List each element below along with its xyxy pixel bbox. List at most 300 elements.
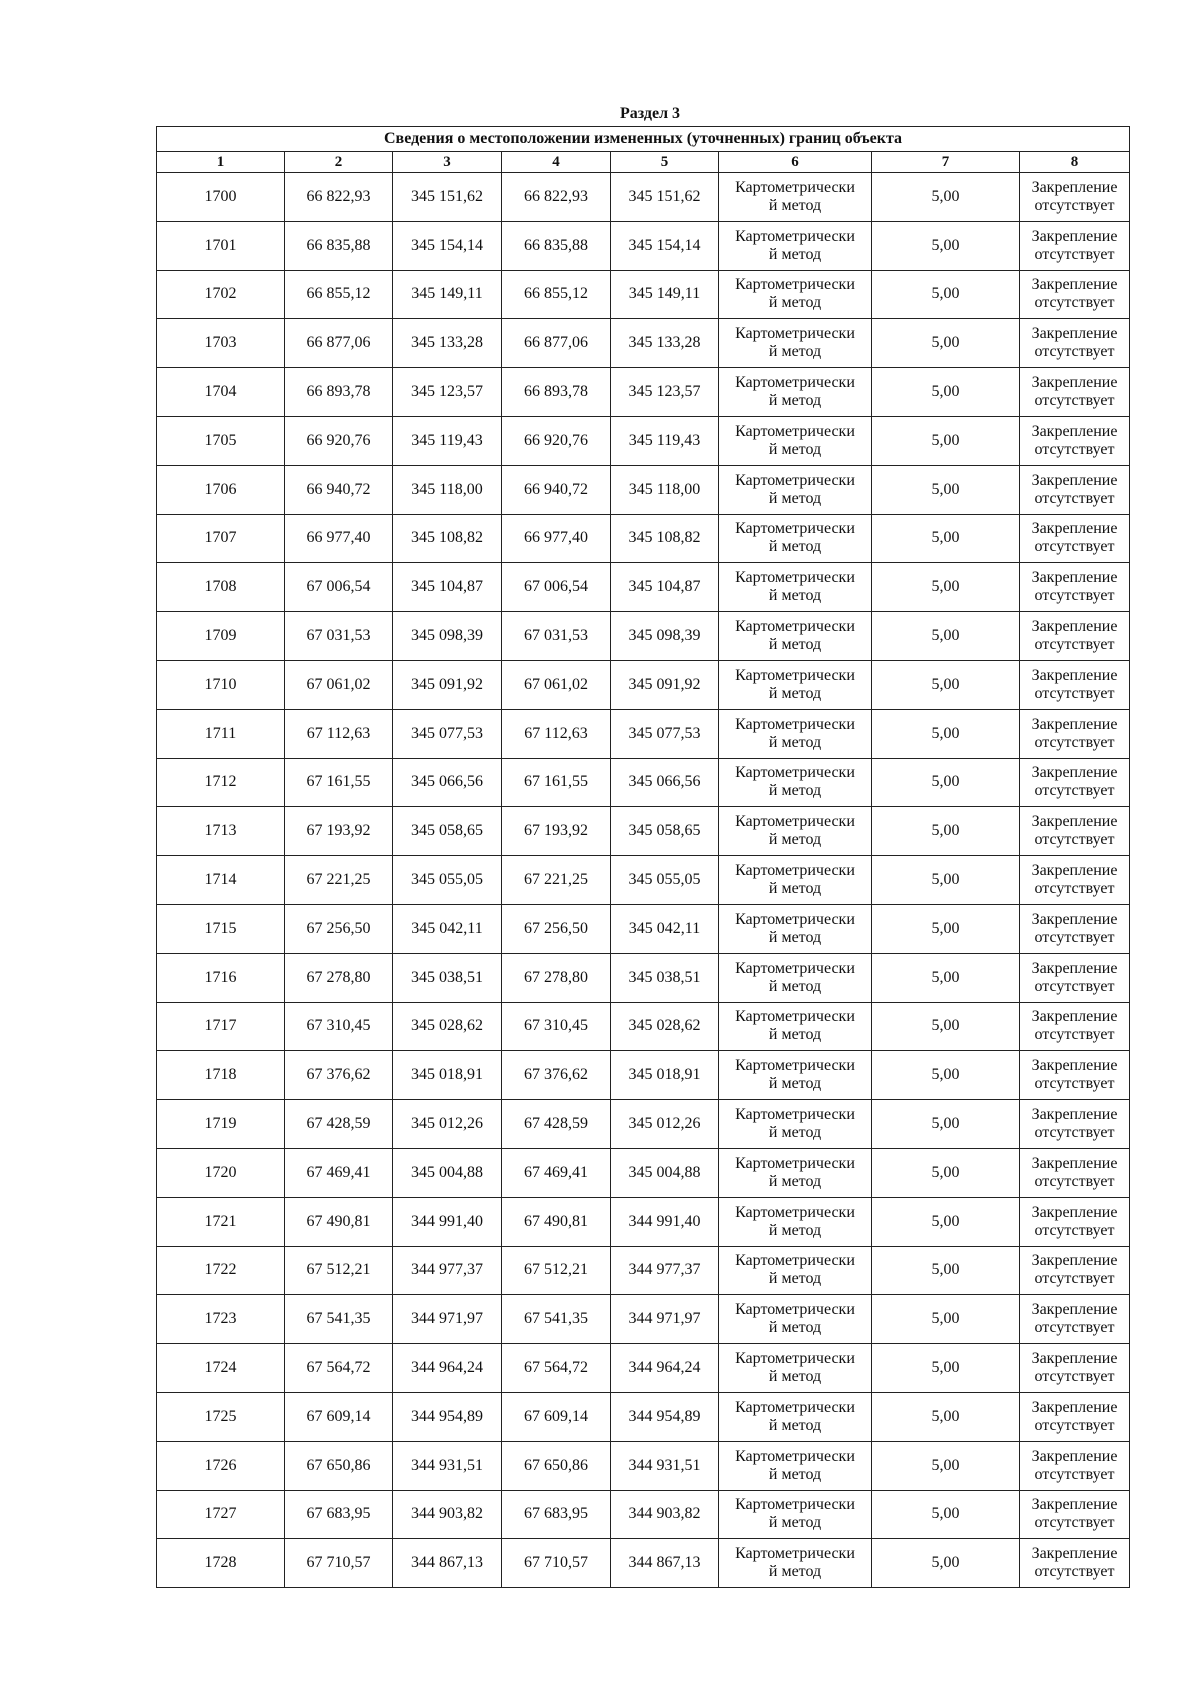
y-new-cell: 345 077,53 [611, 709, 719, 758]
x-new-cell: 66 920,76 [502, 416, 611, 465]
y-existing-cell: 345 133,28 [393, 319, 502, 368]
x-existing-cell: 66 940,72 [285, 465, 393, 514]
accuracy-cell: 5,00 [872, 660, 1020, 709]
x-new-cell: 66 877,06 [502, 319, 611, 368]
method-text-line1: Картометрически [735, 422, 855, 440]
y-existing-cell: 345 119,43 [393, 416, 502, 465]
x-existing-cell: 67 564,72 [285, 1344, 393, 1393]
x-new-cell: 66 977,40 [502, 514, 611, 563]
fixing-cell [1020, 221, 1130, 270]
y-existing-cell: 345 038,51 [393, 953, 502, 1002]
y-new-cell: 344 931,51 [611, 1441, 719, 1490]
fixing-cell [1020, 807, 1130, 856]
accuracy-cell: 5,00 [872, 1295, 1020, 1344]
x-existing-cell: 67 541,35 [285, 1295, 393, 1344]
x-new-cell: 67 061,02 [502, 660, 611, 709]
method-cell [719, 416, 872, 465]
table-row [157, 1441, 1130, 1490]
method-cell [719, 368, 872, 417]
fixing-cell [1020, 1100, 1130, 1149]
y-existing-cell: 345 108,82 [393, 514, 502, 563]
fixing-text-line2: отсутствует [1034, 782, 1115, 800]
fixing-cell [1020, 465, 1130, 514]
column-number: 3 [393, 152, 502, 173]
fixing-cell [1020, 1197, 1130, 1246]
accuracy-cell: 5,00 [872, 563, 1020, 612]
fixing-text-line1: Закрепление [1031, 422, 1118, 440]
x-existing-cell: 67 161,55 [285, 758, 393, 807]
x-existing-cell: 66 920,76 [285, 416, 393, 465]
accuracy-cell: 5,00 [872, 319, 1020, 368]
method-cell [719, 660, 872, 709]
accuracy-cell: 5,00 [872, 807, 1020, 856]
method-text-line1: Картометрически [735, 813, 855, 831]
method-text-line2: й метод [768, 928, 822, 946]
x-new-cell: 67 031,53 [502, 612, 611, 661]
fixing-text-line1: Закрепление [1031, 471, 1118, 489]
x-new-cell: 67 469,41 [502, 1148, 611, 1197]
fixing-text-line2: отсутствует [1034, 1124, 1115, 1142]
y-new-cell: 344 964,24 [611, 1344, 719, 1393]
y-new-cell: 345 066,56 [611, 758, 719, 807]
y-existing-cell: 344 903,82 [393, 1490, 502, 1539]
y-new-cell: 345 058,65 [611, 807, 719, 856]
fixing-text-line1: Закрепление [1031, 374, 1118, 392]
table-row [157, 709, 1130, 758]
fixing-cell [1020, 1392, 1130, 1441]
x-new-cell: 67 428,59 [502, 1100, 611, 1149]
method-text-line1: Картометрически [735, 325, 855, 343]
method-text-line2: й метод [768, 880, 822, 898]
fixing-text-line1: Закрепление [1031, 1447, 1118, 1465]
accuracy-cell: 5,00 [872, 270, 1020, 319]
accuracy-cell: 5,00 [872, 416, 1020, 465]
method-text-line2: й метод [768, 1026, 822, 1044]
fixing-cell [1020, 563, 1130, 612]
y-new-cell: 345 004,88 [611, 1148, 719, 1197]
fixing-text-line1: Закрепление [1031, 569, 1118, 587]
point-number-cell: 1710 [157, 660, 285, 709]
method-text-line1: Картометрически [735, 1350, 855, 1368]
point-number-cell: 1708 [157, 563, 285, 612]
x-new-cell: 66 822,93 [502, 173, 611, 222]
y-new-cell: 344 977,37 [611, 1246, 719, 1295]
point-number-cell: 1722 [157, 1246, 285, 1295]
y-existing-cell: 345 066,56 [393, 758, 502, 807]
y-existing-cell: 345 098,39 [393, 612, 502, 661]
x-existing-cell: 67 650,86 [285, 1441, 393, 1490]
point-number-cell: 1700 [157, 173, 285, 222]
y-existing-cell: 345 118,00 [393, 465, 502, 514]
x-new-cell: 67 256,50 [502, 904, 611, 953]
fixing-text-line1: Закрепление [1031, 1398, 1118, 1416]
method-text-line2: й метод [768, 245, 822, 263]
fixing-text-line1: Закрепление [1031, 1545, 1118, 1563]
table-row [157, 221, 1130, 270]
table-row [157, 514, 1130, 563]
table-row [157, 173, 1130, 222]
fixing-text-line1: Закрепление [1031, 276, 1118, 294]
method-text-line1: Картометрически [735, 471, 855, 489]
y-new-cell: 345 154,14 [611, 221, 719, 270]
method-cell [719, 1246, 872, 1295]
table-row [157, 368, 1130, 417]
fixing-text-line1: Закрепление [1031, 178, 1118, 196]
table-row [157, 1148, 1130, 1197]
x-new-cell: 67 490,81 [502, 1197, 611, 1246]
table-row [157, 1197, 1130, 1246]
method-text-line1: Картометрически [735, 227, 855, 245]
method-text-line1: Картометрически [735, 715, 855, 733]
x-new-cell: 67 193,92 [502, 807, 611, 856]
accuracy-cell: 5,00 [872, 953, 1020, 1002]
y-new-cell: 344 954,89 [611, 1392, 719, 1441]
y-existing-cell: 345 149,11 [393, 270, 502, 319]
column-number: 6 [719, 152, 872, 173]
fixing-text-line2: отсутствует [1034, 1368, 1115, 1386]
method-text-line2: й метод [768, 1221, 822, 1239]
y-new-cell: 345 091,92 [611, 660, 719, 709]
x-existing-cell: 67 006,54 [285, 563, 393, 612]
method-cell [719, 709, 872, 758]
y-existing-cell: 344 954,89 [393, 1392, 502, 1441]
fixing-text-line2: отсутствует [1034, 1514, 1115, 1532]
fixing-cell [1020, 904, 1130, 953]
table-row [157, 953, 1130, 1002]
y-existing-cell: 345 091,92 [393, 660, 502, 709]
method-text-line1: Картометрически [735, 910, 855, 928]
method-text-line1: Картометрически [735, 374, 855, 392]
method-cell [719, 1490, 872, 1539]
method-cell [719, 953, 872, 1002]
x-existing-cell: 67 376,62 [285, 1051, 393, 1100]
x-existing-cell: 66 877,06 [285, 319, 393, 368]
accuracy-cell: 5,00 [872, 1490, 1020, 1539]
fixing-cell [1020, 173, 1130, 222]
fixing-text-line2: отсутствует [1034, 1465, 1115, 1483]
point-number-cell: 1716 [157, 953, 285, 1002]
point-number-cell: 1717 [157, 1002, 285, 1051]
x-new-cell: 67 564,72 [502, 1344, 611, 1393]
y-new-cell: 345 133,28 [611, 319, 719, 368]
x-existing-cell: 67 710,57 [285, 1539, 393, 1588]
x-new-cell: 67 512,21 [502, 1246, 611, 1295]
y-existing-cell: 344 991,40 [393, 1197, 502, 1246]
fixing-cell [1020, 1246, 1130, 1295]
fixing-cell [1020, 660, 1130, 709]
method-cell [719, 1392, 872, 1441]
point-number-cell: 1719 [157, 1100, 285, 1149]
y-new-cell: 344 991,40 [611, 1197, 719, 1246]
method-text-line1: Картометрически [735, 569, 855, 587]
table-row [157, 270, 1130, 319]
method-text-line2: й метод [768, 977, 822, 995]
method-text-line2: й метод [768, 196, 822, 214]
method-text-line2: й метод [768, 1270, 822, 1288]
point-number-cell: 1713 [157, 807, 285, 856]
method-text-line2: й метод [768, 1368, 822, 1386]
method-text-line1: Картометрически [735, 1252, 855, 1270]
accuracy-cell: 5,00 [872, 1100, 1020, 1149]
point-number-cell: 1718 [157, 1051, 285, 1100]
fixing-cell [1020, 1295, 1130, 1344]
point-number-cell: 1723 [157, 1295, 285, 1344]
fixing-text-line1: Закрепление [1031, 618, 1118, 636]
fixing-text-line2: отсутствует [1034, 831, 1115, 849]
fixing-cell [1020, 709, 1130, 758]
fixing-text-line1: Закрепление [1031, 862, 1118, 880]
table-row [157, 1392, 1130, 1441]
table-row [157, 1051, 1130, 1100]
y-existing-cell: 345 058,65 [393, 807, 502, 856]
y-existing-cell: 345 012,26 [393, 1100, 502, 1149]
point-number-cell: 1725 [157, 1392, 285, 1441]
x-existing-cell: 67 221,25 [285, 856, 393, 905]
accuracy-cell: 5,00 [872, 1392, 1020, 1441]
method-cell [719, 1100, 872, 1149]
method-cell [719, 856, 872, 905]
table-row [157, 563, 1130, 612]
x-existing-cell: 66 835,88 [285, 221, 393, 270]
fixing-text-line2: отсутствует [1034, 1416, 1115, 1434]
point-number-cell: 1707 [157, 514, 285, 563]
y-new-cell: 345 104,87 [611, 563, 719, 612]
y-existing-cell: 345 077,53 [393, 709, 502, 758]
fixing-text-line2: отсутствует [1034, 880, 1115, 898]
y-new-cell: 344 867,13 [611, 1539, 719, 1588]
method-text-line1: Картометрически [735, 1398, 855, 1416]
fixing-text-line1: Закрепление [1031, 959, 1118, 977]
fixing-cell [1020, 953, 1130, 1002]
column-number: 5 [611, 152, 719, 173]
method-text-line2: й метод [768, 733, 822, 751]
method-cell [719, 904, 872, 953]
fixing-text-line2: отсутствует [1034, 245, 1115, 263]
accuracy-cell: 5,00 [872, 1344, 1020, 1393]
accuracy-cell: 5,00 [872, 1148, 1020, 1197]
x-existing-cell: 67 278,80 [285, 953, 393, 1002]
fixing-text-line1: Закрепление [1031, 666, 1118, 684]
accuracy-cell: 5,00 [872, 612, 1020, 661]
fixing-text-line1: Закрепление [1031, 1496, 1118, 1514]
fixing-text-line2: отсутствует [1034, 636, 1115, 654]
point-number-cell: 1724 [157, 1344, 285, 1393]
fixing-text-line2: отсутствует [1034, 1221, 1115, 1239]
x-new-cell: 67 006,54 [502, 563, 611, 612]
fixing-text-line1: Закрепление [1031, 325, 1118, 343]
x-new-cell: 66 855,12 [502, 270, 611, 319]
y-existing-cell: 344 971,97 [393, 1295, 502, 1344]
table-row [157, 1002, 1130, 1051]
x-existing-cell: 67 256,50 [285, 904, 393, 953]
method-text-line1: Картометрически [735, 1301, 855, 1319]
fixing-text-line2: отсутствует [1034, 733, 1115, 751]
fixing-cell [1020, 1344, 1130, 1393]
method-text-line2: й метод [768, 587, 822, 605]
x-existing-cell: 66 977,40 [285, 514, 393, 563]
y-new-cell: 345 028,62 [611, 1002, 719, 1051]
method-text-line2: й метод [768, 440, 822, 458]
x-existing-cell: 67 469,41 [285, 1148, 393, 1197]
method-text-line1: Картометрически [735, 1008, 855, 1026]
y-existing-cell: 344 977,37 [393, 1246, 502, 1295]
method-text-line2: й метод [768, 831, 822, 849]
x-existing-cell: 66 855,12 [285, 270, 393, 319]
accuracy-cell: 5,00 [872, 856, 1020, 905]
fixing-text-line2: отсутствует [1034, 1172, 1115, 1190]
y-existing-cell: 345 154,14 [393, 221, 502, 270]
method-text-line1: Картометрически [735, 520, 855, 538]
point-number-cell: 1720 [157, 1148, 285, 1197]
method-text-line2: й метод [768, 1172, 822, 1190]
method-text-line1: Картометрически [735, 1154, 855, 1172]
x-existing-cell: 66 893,78 [285, 368, 393, 417]
y-new-cell: 345 012,26 [611, 1100, 719, 1149]
y-existing-cell: 345 151,62 [393, 173, 502, 222]
fixing-text-line2: отсутствует [1034, 294, 1115, 312]
point-number-cell: 1727 [157, 1490, 285, 1539]
table-row [157, 1100, 1130, 1149]
method-text-line2: й метод [768, 1124, 822, 1142]
fixing-text-line2: отсутствует [1034, 587, 1115, 605]
point-number-cell: 1704 [157, 368, 285, 417]
y-new-cell: 345 098,39 [611, 612, 719, 661]
table-row [157, 1246, 1130, 1295]
accuracy-cell: 5,00 [872, 465, 1020, 514]
method-cell [719, 1539, 872, 1588]
point-number-cell: 1726 [157, 1441, 285, 1490]
fixing-text-line1: Закрепление [1031, 1301, 1118, 1319]
method-cell [719, 465, 872, 514]
fixing-cell [1020, 1539, 1130, 1588]
x-new-cell: 66 893,78 [502, 368, 611, 417]
x-new-cell: 67 278,80 [502, 953, 611, 1002]
method-text-line2: й метод [768, 489, 822, 507]
boundary-coordinates-table [156, 126, 1130, 1588]
y-new-cell: 345 042,11 [611, 904, 719, 953]
y-existing-cell: 345 042,11 [393, 904, 502, 953]
method-text-line1: Картометрически [735, 666, 855, 684]
x-new-cell: 67 609,14 [502, 1392, 611, 1441]
method-text-line1: Картометрически [735, 1545, 855, 1563]
method-cell [719, 563, 872, 612]
fixing-cell [1020, 514, 1130, 563]
method-text-line2: й метод [768, 1319, 822, 1337]
x-new-cell: 66 835,88 [502, 221, 611, 270]
table-row [157, 612, 1130, 661]
x-existing-cell: 67 031,53 [285, 612, 393, 661]
fixing-cell [1020, 1441, 1130, 1490]
y-new-cell: 344 971,97 [611, 1295, 719, 1344]
fixing-text-line2: отсутствует [1034, 1319, 1115, 1337]
method-text-line1: Картометрически [735, 959, 855, 977]
accuracy-cell: 5,00 [872, 904, 1020, 953]
accuracy-cell: 5,00 [872, 514, 1020, 563]
fixing-text-line1: Закрепление [1031, 1057, 1118, 1075]
fixing-text-line1: Закрепление [1031, 227, 1118, 245]
method-text-line2: й метод [768, 1416, 822, 1434]
table-row [157, 465, 1130, 514]
fixing-cell [1020, 270, 1130, 319]
fixing-text-line1: Закрепление [1031, 1350, 1118, 1368]
y-new-cell: 345 118,00 [611, 465, 719, 514]
y-new-cell: 345 108,82 [611, 514, 719, 563]
method-text-line2: й метод [768, 782, 822, 800]
accuracy-cell: 5,00 [872, 1197, 1020, 1246]
method-text-line2: й метод [768, 1465, 822, 1483]
method-cell [719, 173, 872, 222]
fixing-cell [1020, 612, 1130, 661]
x-new-cell: 67 710,57 [502, 1539, 611, 1588]
fixing-text-line2: отсутствует [1034, 196, 1115, 214]
fixing-cell [1020, 1002, 1130, 1051]
method-text-line1: Картометрически [735, 1106, 855, 1124]
point-number-cell: 1702 [157, 270, 285, 319]
fixing-text-line2: отсутствует [1034, 538, 1115, 556]
x-existing-cell: 67 310,45 [285, 1002, 393, 1051]
point-number-cell: 1711 [157, 709, 285, 758]
method-text-line1: Картометрически [735, 1057, 855, 1075]
section-title: Раздел 3 [619, 105, 681, 122]
method-text-line2: й метод [768, 392, 822, 410]
x-existing-cell: 67 193,92 [285, 807, 393, 856]
method-text-line1: Картометрически [735, 178, 855, 196]
x-new-cell: 66 940,72 [502, 465, 611, 514]
fixing-text-line1: Закрепление [1031, 764, 1118, 782]
point-number-cell: 1703 [157, 319, 285, 368]
fixing-cell [1020, 856, 1130, 905]
point-number-cell: 1721 [157, 1197, 285, 1246]
method-text-line2: й метод [768, 1514, 822, 1532]
table-row [157, 904, 1130, 953]
method-cell [719, 1295, 872, 1344]
x-existing-cell: 67 490,81 [285, 1197, 393, 1246]
x-new-cell: 67 221,25 [502, 856, 611, 905]
method-text-line1: Картометрически [735, 276, 855, 294]
table-row [157, 807, 1130, 856]
method-cell [719, 514, 872, 563]
fixing-text-line2: отсутствует [1034, 440, 1115, 458]
fixing-text-line2: отсутствует [1034, 1026, 1115, 1044]
table-row [157, 660, 1130, 709]
point-number-cell: 1701 [157, 221, 285, 270]
method-text-line2: й метод [768, 294, 822, 312]
y-new-cell: 345 038,51 [611, 953, 719, 1002]
fixing-text-line1: Закрепление [1031, 1154, 1118, 1172]
method-text-line1: Картометрически [735, 764, 855, 782]
point-number-cell: 1705 [157, 416, 285, 465]
accuracy-cell: 5,00 [872, 221, 1020, 270]
fixing-text-line2: отсутствует [1034, 1270, 1115, 1288]
column-number: 2 [285, 152, 393, 173]
fixing-cell [1020, 758, 1130, 807]
fixing-text-line2: отсутствует [1034, 977, 1115, 995]
fixing-text-line1: Закрепление [1031, 1106, 1118, 1124]
point-number-cell: 1709 [157, 612, 285, 661]
x-new-cell: 67 112,63 [502, 709, 611, 758]
fixing-text-line1: Закрепление [1031, 715, 1118, 733]
fixing-text-line2: отсутствует [1034, 1075, 1115, 1093]
column-number-row [157, 152, 1130, 173]
method-cell [719, 807, 872, 856]
method-cell [719, 1344, 872, 1393]
method-cell [719, 221, 872, 270]
accuracy-cell: 5,00 [872, 368, 1020, 417]
y-existing-cell: 345 104,87 [393, 563, 502, 612]
x-existing-cell: 67 609,14 [285, 1392, 393, 1441]
fixing-text-line1: Закрепление [1031, 1252, 1118, 1270]
y-existing-cell: 344 964,24 [393, 1344, 502, 1393]
